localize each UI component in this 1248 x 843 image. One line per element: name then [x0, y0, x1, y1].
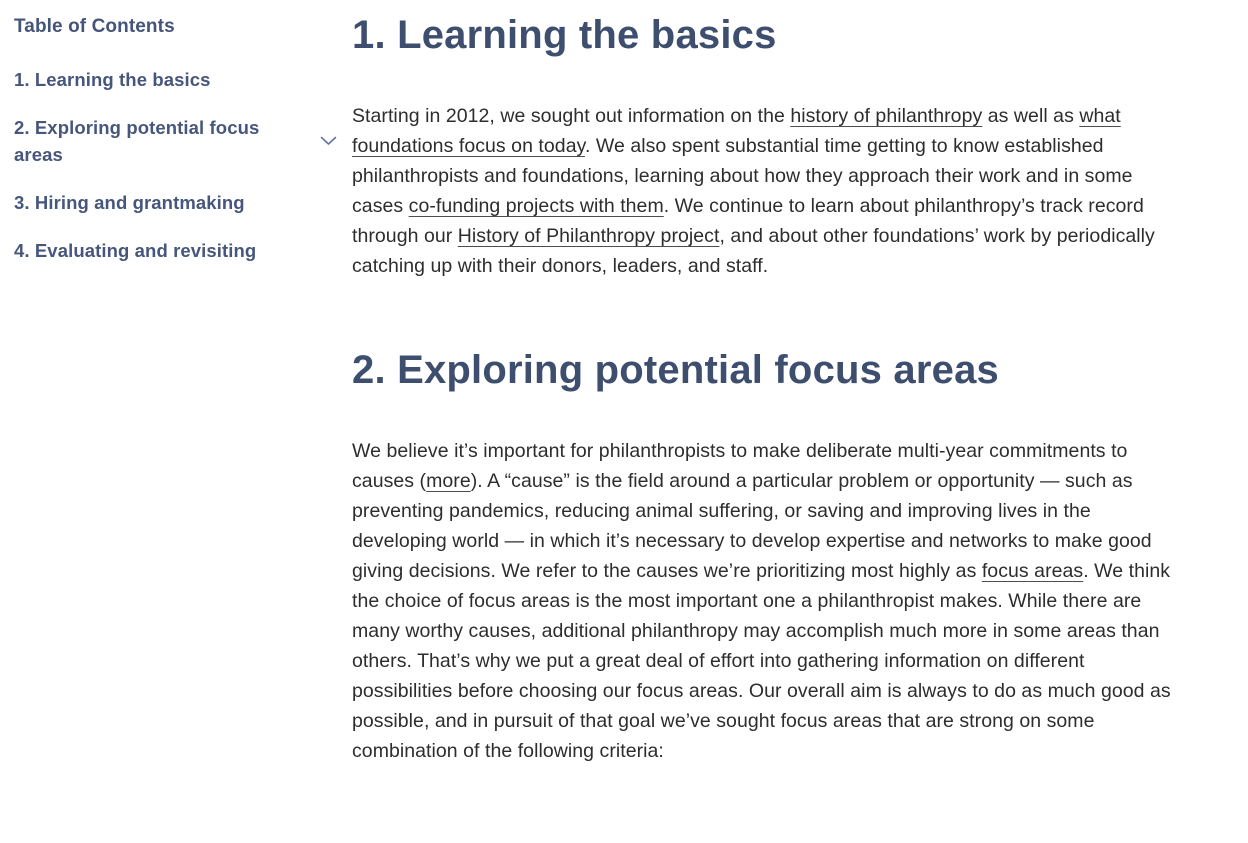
inline-link[interactable]: History of Philanthropy project [457, 225, 720, 247]
inline-link[interactable]: what foundations focus on today [352, 105, 1121, 157]
toc-link-evaluating-revisiting[interactable]: 4. Evaluating and revisiting [14, 240, 257, 261]
toc-item-hiring-grantmaking[interactable] [14, 189, 352, 216]
paragraph-learning-basics [352, 101, 1184, 281]
chevron-down-icon[interactable] [320, 136, 337, 146]
toc-list [14, 66, 352, 264]
section-heading-learning-basics: 1. Learning the basics [352, 13, 777, 57]
toc-link-learning-basics[interactable]: 1. Learning the basics [14, 69, 211, 90]
inline-link[interactable]: more [426, 470, 471, 492]
toc-item-learning-basics[interactable] [14, 66, 352, 93]
inline-link[interactable]: focus areas [981, 560, 1084, 582]
text-run: ). A “cause” is the field around a particular problem or opportunity — such as preventing pandemics, reducing animal suffering, or saving and improving lives in the developing world — in which it’s necessary to develop expertise and networks to make good giving decisions. We refer to the causes we’re prioritizing most highly as [352, 470, 1152, 582]
toc-link-exploring-focus-areas[interactable]: 2. Exploring potential focus areas [14, 117, 260, 165]
table-of-contents [0, 0, 352, 843]
toc-title: Table of Contents [14, 16, 175, 37]
inline-link[interactable]: history of philanthropy [790, 105, 983, 127]
toc-item-evaluating-revisiting[interactable] [14, 237, 352, 264]
text-run: . We also spent substantial time getting to know established philanthropists and foundations, learning about how they approach their work and in some cases [352, 135, 1133, 217]
text-run: . We continue to learn about philanthropy’s track record through our [352, 195, 1144, 247]
inline-link[interactable]: co-funding projects with them [408, 195, 664, 217]
text-run: We believe it’s important for philanthropists to make deliberate multi-year commitments to causes ( [352, 440, 1128, 492]
text-run: Starting in 2012, we sought out information on the [352, 105, 791, 127]
toc-link-hiring-grantmaking[interactable]: 3. Hiring and grantmaking [14, 192, 245, 213]
text-run: , and about other foundations’ work by periodically catching up with their donors, leaders, and staff. [352, 225, 1155, 277]
section-learning-basics [352, 12, 1184, 281]
text-run: . We think the choice of focus areas is the most important one a philanthropist makes. While there are many worthy causes, additional philanthropy may accomplish much more in some areas than others. That’s why we put a great deal of effort into gathering information on different possibilities before choosing our focus areas. Our overall aim is always to do as much good as possible, and in pursuit of that goal we’ve sought focus areas that are strong on some combination of the following criteria: [352, 560, 1171, 762]
paragraph-exploring-focus-areas [352, 436, 1184, 766]
text-run: as well as [982, 105, 1080, 127]
section-heading-exploring-focus-areas: 2. Exploring potential focus areas [352, 348, 999, 392]
article-content [352, 0, 1192, 843]
section-exploring-focus-areas [352, 347, 1184, 766]
toc-item-exploring-focus-areas[interactable] [14, 114, 352, 168]
